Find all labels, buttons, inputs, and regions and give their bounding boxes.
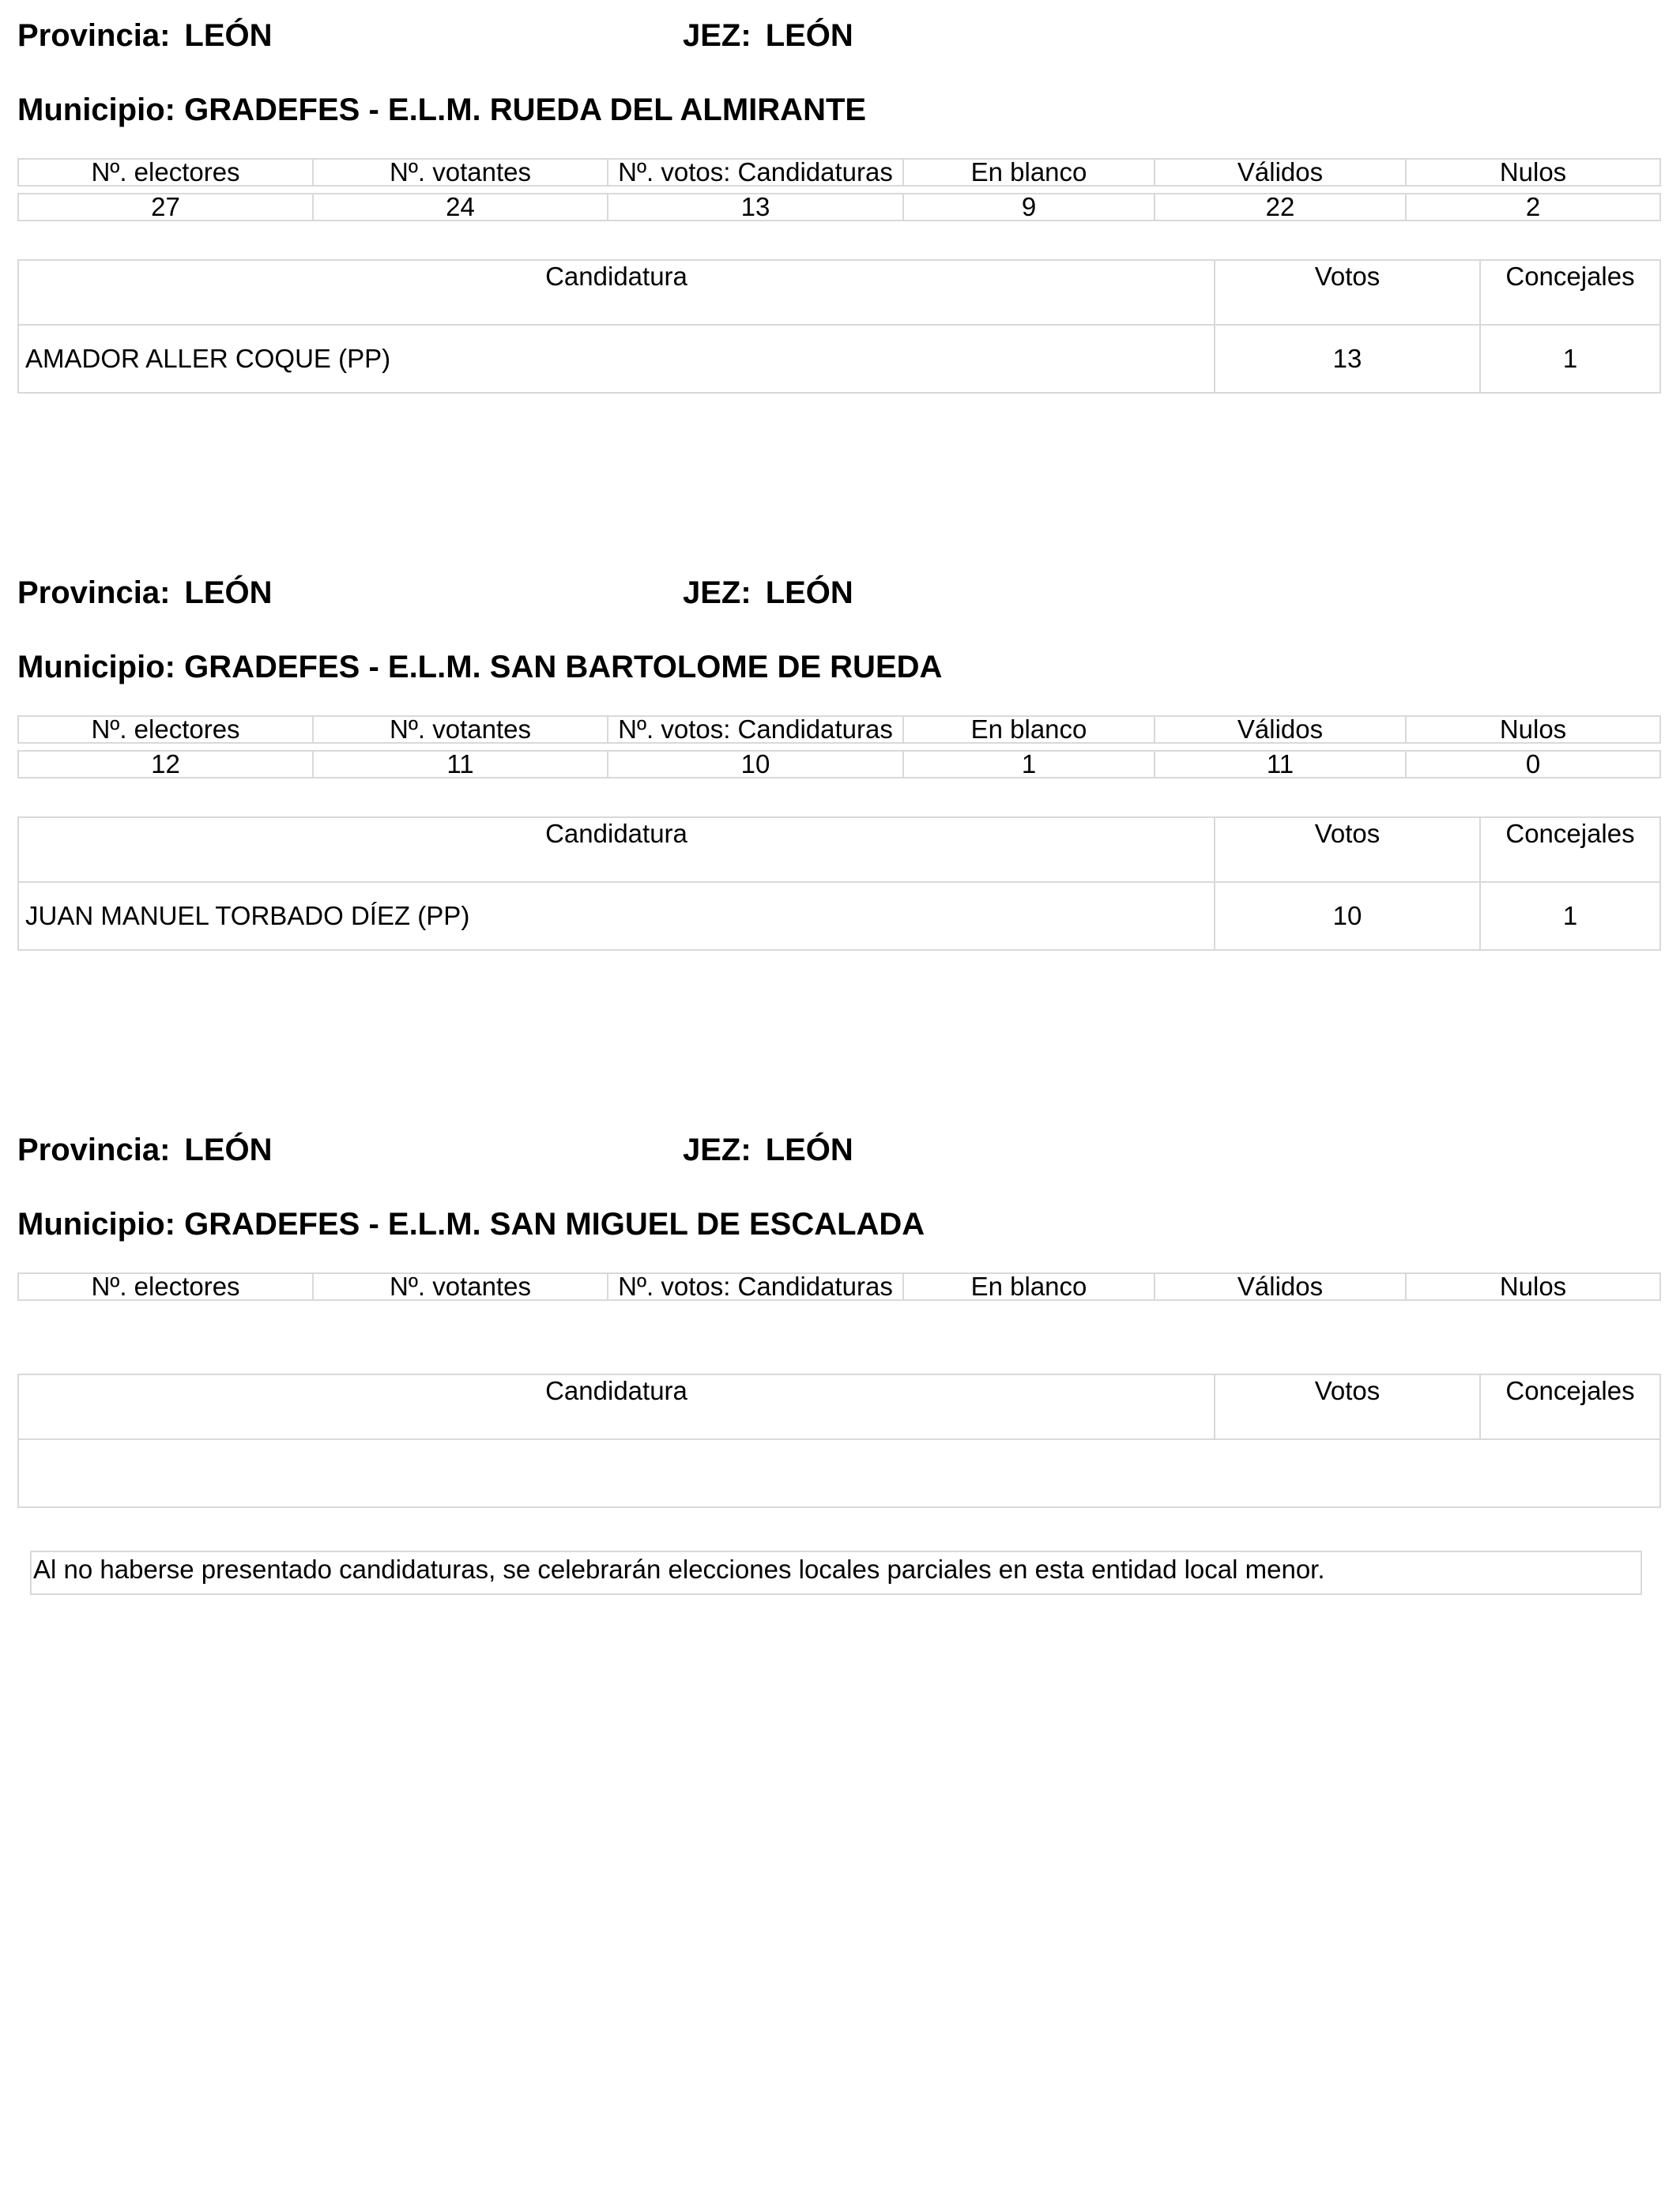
jez-label: JEZ: <box>683 18 751 53</box>
stats-value-row <box>18 194 1660 221</box>
concejales-header: Concejales <box>1480 817 1660 882</box>
stats-table <box>17 1272 1661 1301</box>
stats-value-cell: 12 <box>18 751 313 778</box>
stats-header-cell: Nº. votos: Candidaturas <box>608 716 903 743</box>
stats-value-cell: 9 <box>903 194 1155 221</box>
stats-value-row <box>18 751 1660 778</box>
municipio-title <box>17 647 942 687</box>
jez-label: JEZ: <box>683 1133 751 1167</box>
stats-header-cell: Nº. votos: Candidaturas <box>608 159 903 186</box>
concejales-header: Concejales <box>1480 260 1660 325</box>
provincia-line <box>17 1130 273 1170</box>
candidate-name: AMADOR ALLER COQUE (PP) <box>18 325 1215 393</box>
candidatura-header: Candidatura <box>18 260 1215 325</box>
candidate-row <box>18 325 1660 393</box>
municipality-section <box>17 16 1659 395</box>
provincia-label: Provincia: <box>17 1133 171 1167</box>
stats-table <box>17 158 1661 221</box>
stats-header-row <box>18 1273 1660 1300</box>
provincia-label: Provincia: <box>17 575 171 610</box>
provincia-value: LEÓN <box>184 1133 273 1167</box>
concejales-header: Concejales <box>1480 1374 1660 1439</box>
candidate-concejales: 1 <box>1480 325 1660 393</box>
candidate-votos: 10 <box>1215 882 1480 950</box>
municipio-label: Municipio: <box>17 650 175 684</box>
votos-header: Votos <box>1215 1374 1480 1439</box>
stats-header-cell: Nº. votantes <box>313 159 608 186</box>
votos-header: Votos <box>1215 817 1480 882</box>
candidates-header-row <box>18 1374 1660 1439</box>
stats-header-cell: En blanco <box>903 716 1155 743</box>
jez-line <box>683 16 853 55</box>
stats-value-cell: 0 <box>1406 751 1660 778</box>
provincia-value: LEÓN <box>184 575 273 610</box>
municipio-title <box>17 90 866 130</box>
stats-value-cell: 2 <box>1406 194 1660 221</box>
stats-header-cell: Nº. electores <box>18 159 313 186</box>
stats-value-cell: 10 <box>608 751 903 778</box>
stats-value-cell: 24 <box>313 194 608 221</box>
municipio-value: GRADEFES - E.L.M. SAN MIGUEL DE ESCALADA <box>184 1207 925 1242</box>
stats-header-cell: Nulos <box>1406 716 1660 743</box>
stats-value-cell: 11 <box>313 751 608 778</box>
stats-value-cell: 22 <box>1155 194 1406 221</box>
stats-table <box>17 715 1661 778</box>
candidate-name: JUAN MANUEL TORBADO DÍEZ (PP) <box>18 882 1215 950</box>
municipality-section <box>17 1130 1659 1510</box>
provincia-line <box>17 573 273 613</box>
stats-header-cell: Nulos <box>1406 159 1660 186</box>
candidate-votos: 13 <box>1215 325 1480 393</box>
municipio-label: Municipio: <box>17 1207 175 1242</box>
stats-header-cell: Válidos <box>1155 716 1406 743</box>
candidates-header-row <box>18 817 1660 882</box>
provincia-value: LEÓN <box>184 18 273 53</box>
stats-header-cell: Nº. electores <box>18 1273 313 1300</box>
stats-header-cell: Nulos <box>1406 1273 1660 1300</box>
candidates-table <box>17 259 1661 394</box>
stats-value-cell: 11 <box>1155 751 1406 778</box>
candidates-table <box>17 1374 1661 1508</box>
votos-header: Votos <box>1215 260 1480 325</box>
jez-line <box>683 573 853 613</box>
empty-candidate-cell <box>18 1439 1660 1507</box>
stats-header-cell: Nº. votantes <box>313 716 608 743</box>
stats-header-cell: Válidos <box>1155 1273 1406 1300</box>
provincia-label: Provincia: <box>17 18 171 53</box>
jez-value: LEÓN <box>765 18 853 53</box>
municipio-title <box>17 1204 925 1244</box>
candidate-row <box>18 882 1660 950</box>
provincia-line <box>17 16 273 55</box>
stats-header-cell: Válidos <box>1155 159 1406 186</box>
jez-line <box>683 1130 853 1170</box>
municipio-value: GRADEFES - E.L.M. RUEDA DEL ALMIRANTE <box>184 92 867 127</box>
stats-header-row <box>18 716 1660 743</box>
municipio-label: Municipio: <box>17 92 175 127</box>
stats-value-cell: 13 <box>608 194 903 221</box>
candidates-header-row <box>18 260 1660 325</box>
stats-header-row <box>18 159 1660 186</box>
candidatura-header: Candidatura <box>18 1374 1215 1439</box>
candidates-table <box>17 816 1661 951</box>
jez-value: LEÓN <box>765 1133 853 1167</box>
stats-header-cell: Nº. electores <box>18 716 313 743</box>
municipio-value: GRADEFES - E.L.M. SAN BARTOLOME DE RUEDA <box>184 650 943 684</box>
empty-candidate-row <box>18 1439 1660 1507</box>
stats-value-cell: 27 <box>18 194 313 221</box>
candidate-concejales: 1 <box>1480 882 1660 950</box>
stats-header-cell: Nº. votantes <box>313 1273 608 1300</box>
candidatura-header: Candidatura <box>18 817 1215 882</box>
municipality-section <box>17 573 1659 952</box>
jez-label: JEZ: <box>683 575 751 610</box>
stats-header-cell: En blanco <box>903 1273 1155 1300</box>
stats-value-cell: 1 <box>903 751 1155 778</box>
stats-header-cell: En blanco <box>903 159 1155 186</box>
note-box: Al no haberse presentado candidaturas, se celebrarán elecciones locales parciales en esta entidad local menor. <box>30 1551 1642 1595</box>
jez-value: LEÓN <box>765 575 853 610</box>
stats-header-cell: Nº. votos: Candidaturas <box>608 1273 903 1300</box>
